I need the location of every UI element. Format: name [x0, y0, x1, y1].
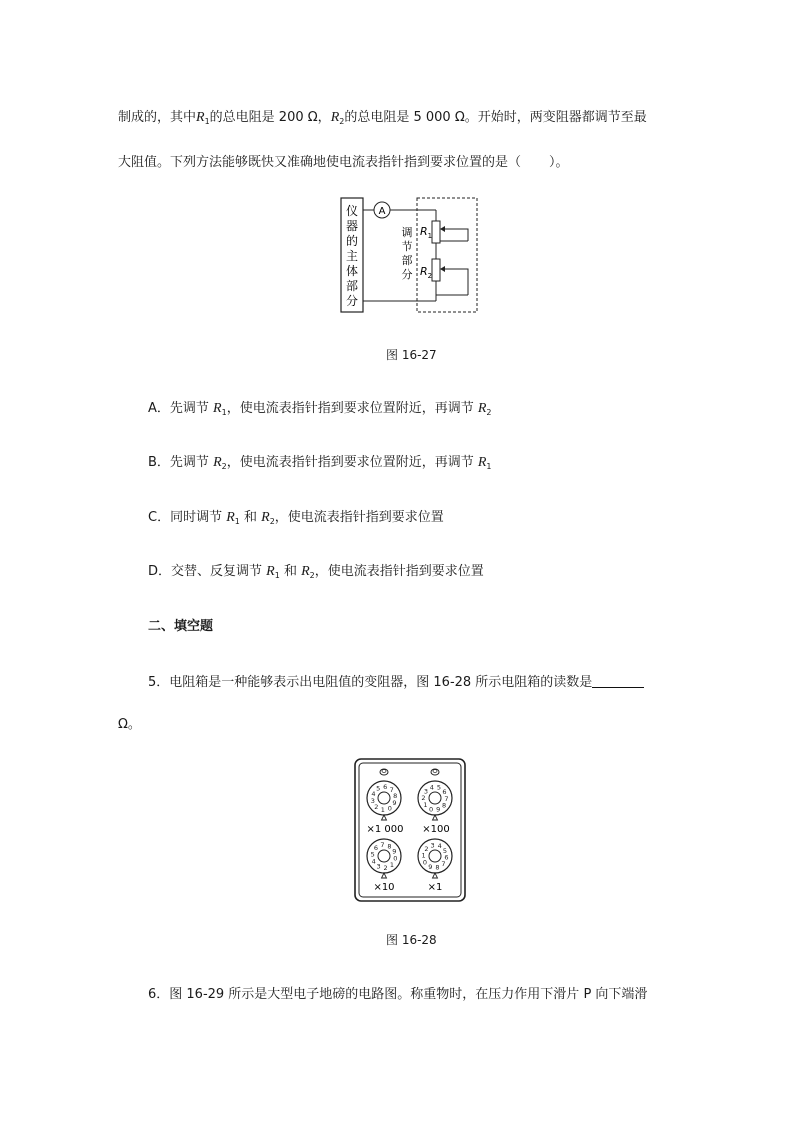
question-6-line-1: 6．图 16-29 所示是大型电子地磅的电路图。称重物时，在压力作用下滑片 P 向下端滑 — [148, 987, 648, 1002]
intro-line-1 — [118, 109, 647, 131]
dial-digit: 6 — [442, 788, 447, 797]
intro-text: 大阻值。下列方法能够既快又准确地使电流表指针指到要求位置的是（ — [118, 155, 522, 170]
dial-knob — [378, 850, 390, 862]
dial-knob — [378, 792, 390, 804]
svg-text:部: 部 — [401, 254, 413, 267]
dial-digit: 2 — [421, 794, 426, 803]
ammeter-symbol: A — [378, 206, 386, 217]
svg-text:节: 节 — [401, 240, 413, 253]
dial-digit: 8 — [435, 863, 440, 872]
dial-digit: 8 — [393, 792, 398, 801]
intro-text: 的总电阻是 200 Ω， — [209, 110, 331, 125]
svg-text:的: 的 — [345, 234, 359, 248]
dial-digit: 1 — [380, 805, 385, 814]
dial-digit: 5 — [376, 784, 381, 793]
dial-x100[interactable] — [418, 781, 452, 815]
dial-digit: 6 — [444, 853, 449, 862]
dial-label-x1: ×1 — [427, 882, 443, 893]
svg-text:主: 主 — [345, 249, 359, 263]
terminal-icon — [431, 769, 439, 775]
dial-digit: 7 — [389, 786, 394, 794]
circuit-diagram — [336, 193, 486, 319]
answer-blank[interactable] — [592, 674, 644, 688]
dial-digit: 2 — [383, 863, 388, 872]
dial-digit: 4 — [429, 783, 434, 792]
figure-caption-27: 图 16-27 — [386, 348, 437, 362]
var-r2: R — [330, 110, 340, 125]
dial-digit: 5 — [442, 846, 448, 855]
dial-digit: 0 — [422, 858, 428, 867]
intro-text: 的总电阻是 5 000 Ω。开始时，两变阻器都调节至最 — [344, 110, 647, 125]
question-5-line-2: Ω。 — [118, 717, 141, 732]
dial-digit: 9 — [428, 863, 433, 871]
resistance-box-diagram — [354, 758, 466, 902]
intro-line-2 — [118, 154, 569, 172]
dial-x1000[interactable] — [367, 781, 401, 815]
svg-text:调: 调 — [401, 226, 413, 239]
svg-text:器: 器 — [345, 219, 359, 233]
dial-label-x10: ×10 — [373, 882, 395, 893]
dial-digit: 4 — [371, 857, 376, 866]
r1-label: $R_1$ — [420, 225, 433, 240]
svg-text:体: 体 — [345, 264, 359, 278]
dial-x1[interactable] — [418, 839, 452, 873]
dial-digit: 3 — [423, 787, 428, 796]
pointer-icon — [382, 815, 387, 820]
dial-digit: 1 — [389, 860, 395, 869]
intro-text: 制成的，其中 — [118, 110, 197, 125]
dial-digit: 8 — [442, 801, 447, 810]
svg-text:部: 部 — [345, 279, 359, 293]
dial-digit: 7 — [444, 794, 449, 803]
terminal-icon — [380, 769, 388, 775]
slider-r2-wire — [443, 269, 468, 295]
dial-knob — [429, 792, 441, 804]
resistor-r2 — [432, 259, 440, 281]
dial-digit: 9 — [436, 805, 441, 814]
pointer-icon — [433, 873, 438, 878]
dial-digit: 9 — [392, 799, 397, 808]
dial-digit: 6 — [373, 844, 379, 853]
r2-label: $R_2$ — [420, 265, 433, 280]
dial-digit: 0 — [429, 805, 434, 814]
option-b: B．先调节 $R_2$，使电流表指针指到要求位置附近，再调节 $R_1$ — [148, 455, 492, 471]
dial-digit: 4 — [437, 842, 442, 850]
dial-digit: 0 — [387, 804, 392, 813]
option-c: C．同时调节 $R_1$ 和 $R_2$，使电流表指针指到要求位置 — [148, 510, 444, 526]
dial-digit: 4 — [371, 789, 376, 798]
dial-digit: 9 — [392, 847, 397, 856]
dial-digit: 3 — [430, 841, 435, 850]
slider-r2-arrow-icon — [440, 266, 445, 272]
dial-digit: 2 — [374, 803, 379, 811]
svg-text:分: 分 — [345, 294, 359, 308]
adjust-section-label — [402, 226, 413, 281]
dial-digit: 6 — [383, 783, 388, 792]
svg-text:仪: 仪 — [345, 204, 359, 218]
dial-x10[interactable] — [367, 839, 401, 873]
section-title: 二、填空题 — [148, 619, 214, 634]
pointer-icon — [433, 815, 438, 820]
figure-caption-28: 图 16-28 — [386, 933, 437, 947]
slider-r1-arrow-icon — [440, 226, 445, 232]
dial-digit: 1 — [421, 851, 426, 860]
pointer-icon — [382, 873, 387, 878]
intro-text: ）。 — [549, 155, 569, 170]
question-5-text: 5．电阻箱是一种能够表示出电阻值的变阻器，图 16-28 所示电阻箱的读数是 — [148, 675, 593, 690]
dial-digit: 3 — [376, 862, 381, 871]
dial-knob — [429, 850, 441, 862]
svg-text:分: 分 — [401, 268, 413, 281]
dial-digit: 5 — [370, 850, 375, 859]
resistor-r1 — [432, 221, 440, 243]
dial-digit: 1 — [423, 800, 428, 809]
question-5-line-1 — [148, 674, 644, 692]
option-a: A．先调节 $R_1$，使电流表指针指到要求位置附近，再调节 $R_2$ — [148, 401, 492, 417]
var-r2-sub: 2 — [339, 117, 345, 126]
dial-digit: 7 — [380, 841, 385, 850]
dial-digit: 7 — [441, 860, 446, 869]
slider-r1-wire — [443, 229, 468, 241]
dial-label-x1000: ×1 000 — [366, 824, 404, 835]
dial-digit: 3 — [370, 796, 375, 805]
var-r1-sub: 1 — [204, 117, 210, 126]
dial-label-x100: ×100 — [422, 824, 450, 835]
dial-digit: 2 — [424, 844, 429, 853]
var-r1: R — [196, 110, 205, 125]
dial-digit: 0 — [393, 854, 398, 863]
dial-digit: 8 — [387, 842, 392, 851]
option-d: D．交替、反复调节 $R_1$ 和 $R_2$，使电流表指针指到要求位置 — [148, 564, 484, 580]
main-body-label — [346, 204, 358, 308]
dial-digit: 5 — [436, 783, 441, 792]
